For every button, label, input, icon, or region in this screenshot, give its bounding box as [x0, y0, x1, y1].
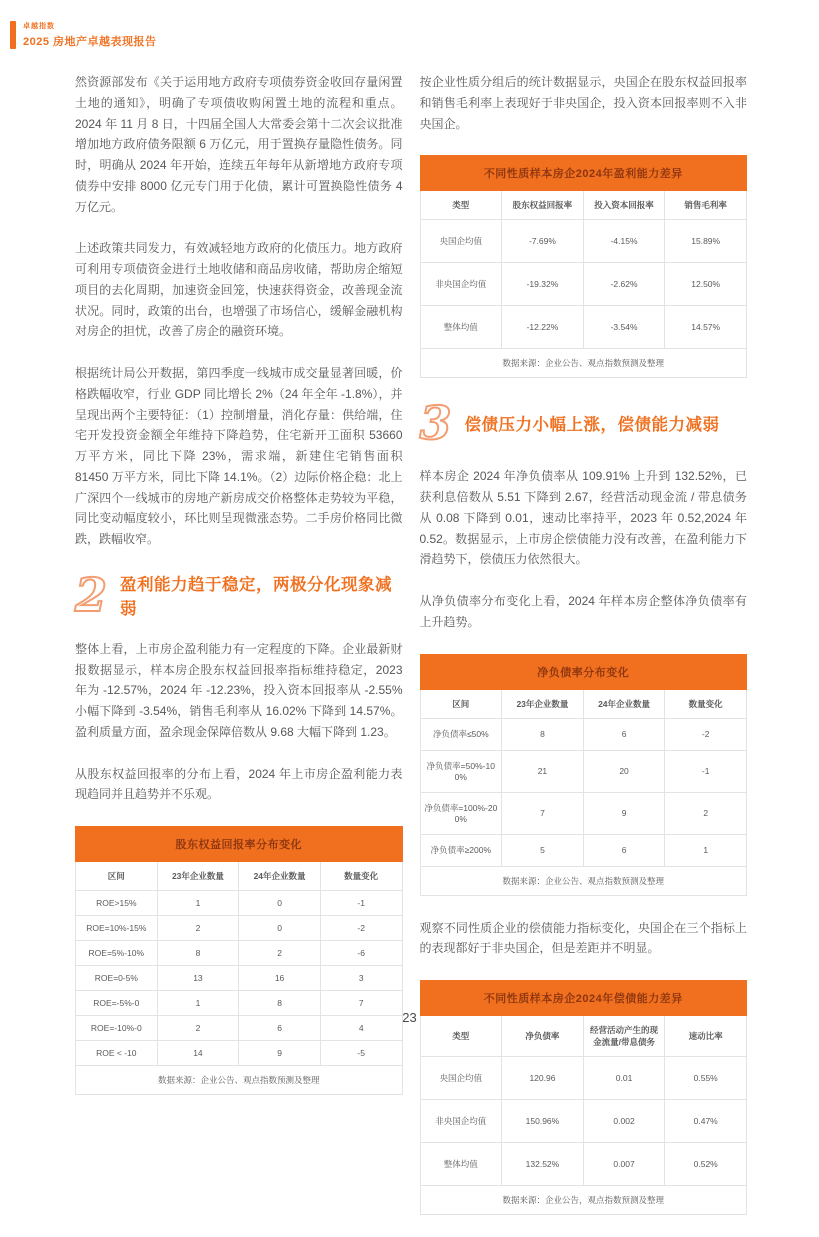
table-row: [76, 966, 403, 991]
table-row: [420, 1100, 747, 1143]
data-table: [420, 654, 748, 896]
table-cell: -7.69%: [502, 220, 584, 263]
table-cell: 央国企均值: [420, 1057, 502, 1100]
table-title: 不同性质样本房企2024年盈利能力差异: [420, 156, 747, 191]
column-header: 股东权益回报率: [502, 191, 584, 220]
table-cell: 央国企均值: [420, 220, 502, 263]
table-source: 数据来源：企业公告、观点指数预测及整理: [420, 866, 747, 895]
section-3-header: [419, 396, 748, 451]
table-row: [420, 1143, 747, 1186]
table-cell: 1: [157, 891, 239, 916]
table-cell: 120.96: [502, 1057, 584, 1100]
data-table: [420, 155, 748, 378]
brand-header: [10, 21, 157, 49]
table-cell: 0.007: [583, 1143, 665, 1186]
table-cell: 9: [239, 1041, 321, 1066]
table-cell: -2.62%: [583, 263, 665, 306]
table-cell: -19.32%: [502, 263, 584, 306]
table-cell: 非央国企均值: [420, 1100, 502, 1143]
table-cell: 6: [583, 834, 665, 866]
table-title: 净负债率分布变化: [420, 654, 747, 689]
table-cell: 7: [320, 991, 402, 1016]
table-title: 股东权益回报率分布变化: [76, 827, 403, 862]
table-cell: ROE=10%-15%: [76, 916, 158, 941]
brand-bar-icon: [10, 21, 16, 49]
table-source: 数据来源：企业公告、观点指数预测及整理: [76, 1066, 403, 1095]
table-cell: 净负债率=50%-100%: [420, 750, 502, 792]
table-cell: ROE>15%: [76, 891, 158, 916]
column-header: 类型: [420, 1016, 502, 1057]
column-header: 23年企业数量: [157, 862, 239, 891]
table-cell: 3: [320, 966, 402, 991]
table-cell: 2: [665, 792, 747, 834]
table-cell: 8: [157, 941, 239, 966]
table-cell: ROE=-5%-0: [76, 991, 158, 1016]
table-cell: 9: [583, 792, 665, 834]
paragraph-netdebt-trend: 从净负债率分布变化上看，2024 年样本房企整体净负债率有上升趋势。: [419, 594, 747, 629]
table-cell: -12.22%: [502, 306, 584, 349]
paragraph-roe-distribution: 从股东权益回报率的分布上看，2024 年上市房企盈利能力表现趋同并且趋势并不乐观。: [75, 766, 403, 802]
roe-distribution-table: [75, 826, 403, 1095]
table-cell: -2: [320, 916, 402, 941]
table-row: [420, 792, 747, 834]
table-cell: 0.01: [583, 1057, 665, 1100]
table-cell: -2: [665, 718, 747, 750]
table-cell: 6: [583, 718, 665, 750]
table-cell: 0: [239, 891, 321, 916]
paragraph-policy-bonds: 然资源部发布《关于运用地方政府专项债券资金收回存量闲置土地的通知》，明确了专项债收购闲置土地的流程和重点。2024 年 11 月 8 日，十四届全国人大常委会第十二次会议批准增加地方政府债务限额 6 万亿元，用于置换存量隐性债务。同时，明确从 2024 年开始，连续五年每年从新增地方政府专项债券中安排 8000 亿元专门用于化债，累计可置换隐性债务 4 万亿元。: [75, 75, 403, 214]
table-cell: 150.96%: [502, 1100, 584, 1143]
paragraph-soe-comparison: 按企业性质分组后的统计数据显示，央国企在股东权益回报率和销售毛利率上表现好于非央国企，投入资本回报率则不入非央国企。: [419, 75, 747, 131]
column-header: 投入资本回报率: [583, 191, 665, 220]
table-cell: 14: [157, 1041, 239, 1066]
brand-text-block: [23, 21, 157, 49]
right-column: [420, 72, 748, 1237]
table-cell: 14.57%: [665, 306, 747, 349]
column-header: 速动比率: [665, 1016, 747, 1057]
paragraph-profitability: 整体上看，上市房企盈利能力有一定程度的下降。企业最新财报数据显示，样本房企股东权益回报率指标维持稳定，2023 年为 -12.57%，2024 年 -12.23%，投入资本回报率从 -2.55% 小幅下降到 -3.54%，销售毛利率从 16.02% 下降到 14.57%。盈利质量方面，盈余现金保障倍数从 9.68 大幅下降到 1.23。: [75, 641, 403, 739]
table-cell: ROE=5%-10%: [76, 941, 158, 966]
table-cell: 6: [239, 1016, 321, 1041]
table-cell: 2: [157, 1016, 239, 1041]
table-cell: 4: [320, 1016, 402, 1041]
column-header: 销售毛利率: [665, 191, 747, 220]
table-cell: 净负债率≤50%: [420, 718, 502, 750]
paragraph-debt-comparison: 观察不同性质企业的偿债能力指标变化，央国企在三个指标上的表现都好于非央国企，但是差距并不明显。: [419, 920, 747, 956]
table-cell: 16: [239, 966, 321, 991]
table-cell: 0.002: [583, 1100, 665, 1143]
table-row: [420, 834, 747, 866]
table-cell: ROE=-10%-0: [76, 1016, 158, 1041]
table-source: 数据来源：企业公告、观点指数预测及整理: [420, 349, 747, 378]
table-cell: -3.54%: [583, 306, 665, 349]
table-cell: 7: [502, 792, 584, 834]
left-column: [75, 72, 403, 1237]
table-cell: 整体均值: [420, 1143, 502, 1186]
column-header: 净负债率: [502, 1016, 584, 1057]
table-cell: 20: [583, 750, 665, 792]
table-cell: 净负债率≥200%: [420, 834, 502, 866]
table-cell: 2: [239, 941, 321, 966]
table-cell: -1: [665, 750, 747, 792]
data-table: [75, 826, 403, 1095]
column-header: 区间: [420, 689, 502, 718]
table-row: [76, 1041, 403, 1066]
table-row: [420, 1057, 747, 1100]
table-cell: -4.15%: [583, 220, 665, 263]
brand-logo-text: 卓越指数: [23, 23, 55, 30]
section-2-header: [75, 567, 403, 622]
table-cell: 0: [239, 916, 321, 941]
table-row: [420, 750, 747, 792]
table-cell: 2: [157, 916, 239, 941]
table-cell: 1: [157, 991, 239, 1016]
column-header: 区间: [76, 862, 158, 891]
table-cell: 8: [502, 718, 584, 750]
column-header: 经营活动产生的现金流量/带息债务: [583, 1016, 665, 1057]
section-3-title: 偿债压力小幅上涨，偿债能力减弱: [464, 416, 720, 435]
column-header: 数量变化: [320, 862, 402, 891]
table-cell: 15.89%: [665, 220, 747, 263]
table-cell: 0.47%: [665, 1100, 747, 1143]
table-cell: 21: [502, 750, 584, 792]
section-2-title: 盈利能力趋于稳定，两极分化现象减弱: [120, 575, 393, 618]
table-cell: 1: [665, 834, 747, 866]
table-cell: 净负债率=100%-200%: [420, 792, 502, 834]
paragraph-debt-metrics: 样本房企 2024 年净负债率从 109.91% 上升到 132.52%，已获利息倍数从 5.51 下降到 2.67，经营活动现金流 / 带息债务从 0.08 下降到 0.01，速动比率持平，2023 年 0.52,2024 年 0.52。数据显示，上市房企偿债能力没有改善，在盈利能力下滑趋势下，偿债压力依然很大。: [419, 469, 747, 567]
table-row: [76, 891, 403, 916]
table-cell: 8: [239, 991, 321, 1016]
column-header: 数量变化: [665, 689, 747, 718]
table-cell: -6: [320, 941, 402, 966]
table-cell: 12.50%: [665, 263, 747, 306]
table-row: [420, 220, 747, 263]
table-row: [420, 263, 747, 306]
table-row: [76, 916, 403, 941]
section-2-number: 2: [75, 567, 108, 622]
report-title: 2025 房地产卓越表现报告: [23, 36, 157, 48]
column-header: 24年企业数量: [239, 862, 321, 891]
table-cell: 5: [502, 834, 584, 866]
page-number: 23: [402, 1010, 417, 1025]
profitability-difference-table: [420, 155, 748, 378]
paragraph-policy-effect: 上述政策共同发力，有效减轻地方政府的化债压力。地方政府可利用专项债资金进行土地收储和商品房收储，帮助房企缩短项目的去化周期，加速资金回笼，快速获得资金，改善现金流状况。同时，政策的出台，也增强了市场信心，缓解金融机构对房企的担忧，改善了房企的融资环境。: [75, 241, 403, 339]
table-cell: ROE < -10: [76, 1041, 158, 1066]
table-row: [420, 306, 747, 349]
table-cell: ROE=0-5%: [76, 966, 158, 991]
table-cell: 非央国企均值: [420, 263, 502, 306]
section-3-number: 3: [419, 396, 452, 451]
table-cell: 0.52%: [665, 1143, 747, 1186]
column-header: 类型: [420, 191, 502, 220]
table-cell: -1: [320, 891, 402, 916]
table-cell: -5: [320, 1041, 402, 1066]
column-header: 23年企业数量: [502, 689, 584, 718]
table-cell: 0.55%: [665, 1057, 747, 1100]
table-row: [76, 941, 403, 966]
table-row: [420, 718, 747, 750]
table-cell: 13: [157, 966, 239, 991]
table-cell: 整体均值: [420, 306, 502, 349]
column-header: 24年企业数量: [583, 689, 665, 718]
table-cell: 132.52%: [502, 1143, 584, 1186]
content-columns: [75, 72, 747, 1237]
netdebt-distribution-table: [420, 654, 748, 896]
table-source: 数据来源：企业公告，观点指数预测及整理: [420, 1186, 747, 1215]
paragraph-market-data: 根据统计局公开数据，第四季度一线城市成交量显著回暖，价格跌幅收窄，行业 GDP 同比增长 2%（24 年全年 -1.8%），并呈现出两个主要特征：（1）控制增量，消化存量：供给端，住宅开发投资金额全年维持下降趋势，住宅新开工面积 53660 万平方米，同比下降 23%，需求端，新建住宅销售面积 81450 万平方米，同比下降 14.1%。（2）边际价格企稳：北上广深四个一线城市的房地产新房成交价格整体走势较为平稳，同比变动幅度较小，环比则呈现微涨态势。二手房价格同比微跌，跌幅收窄。: [75, 366, 403, 546]
table-title: 不同性质样本房企2024年偿债能力差异: [420, 981, 747, 1016]
